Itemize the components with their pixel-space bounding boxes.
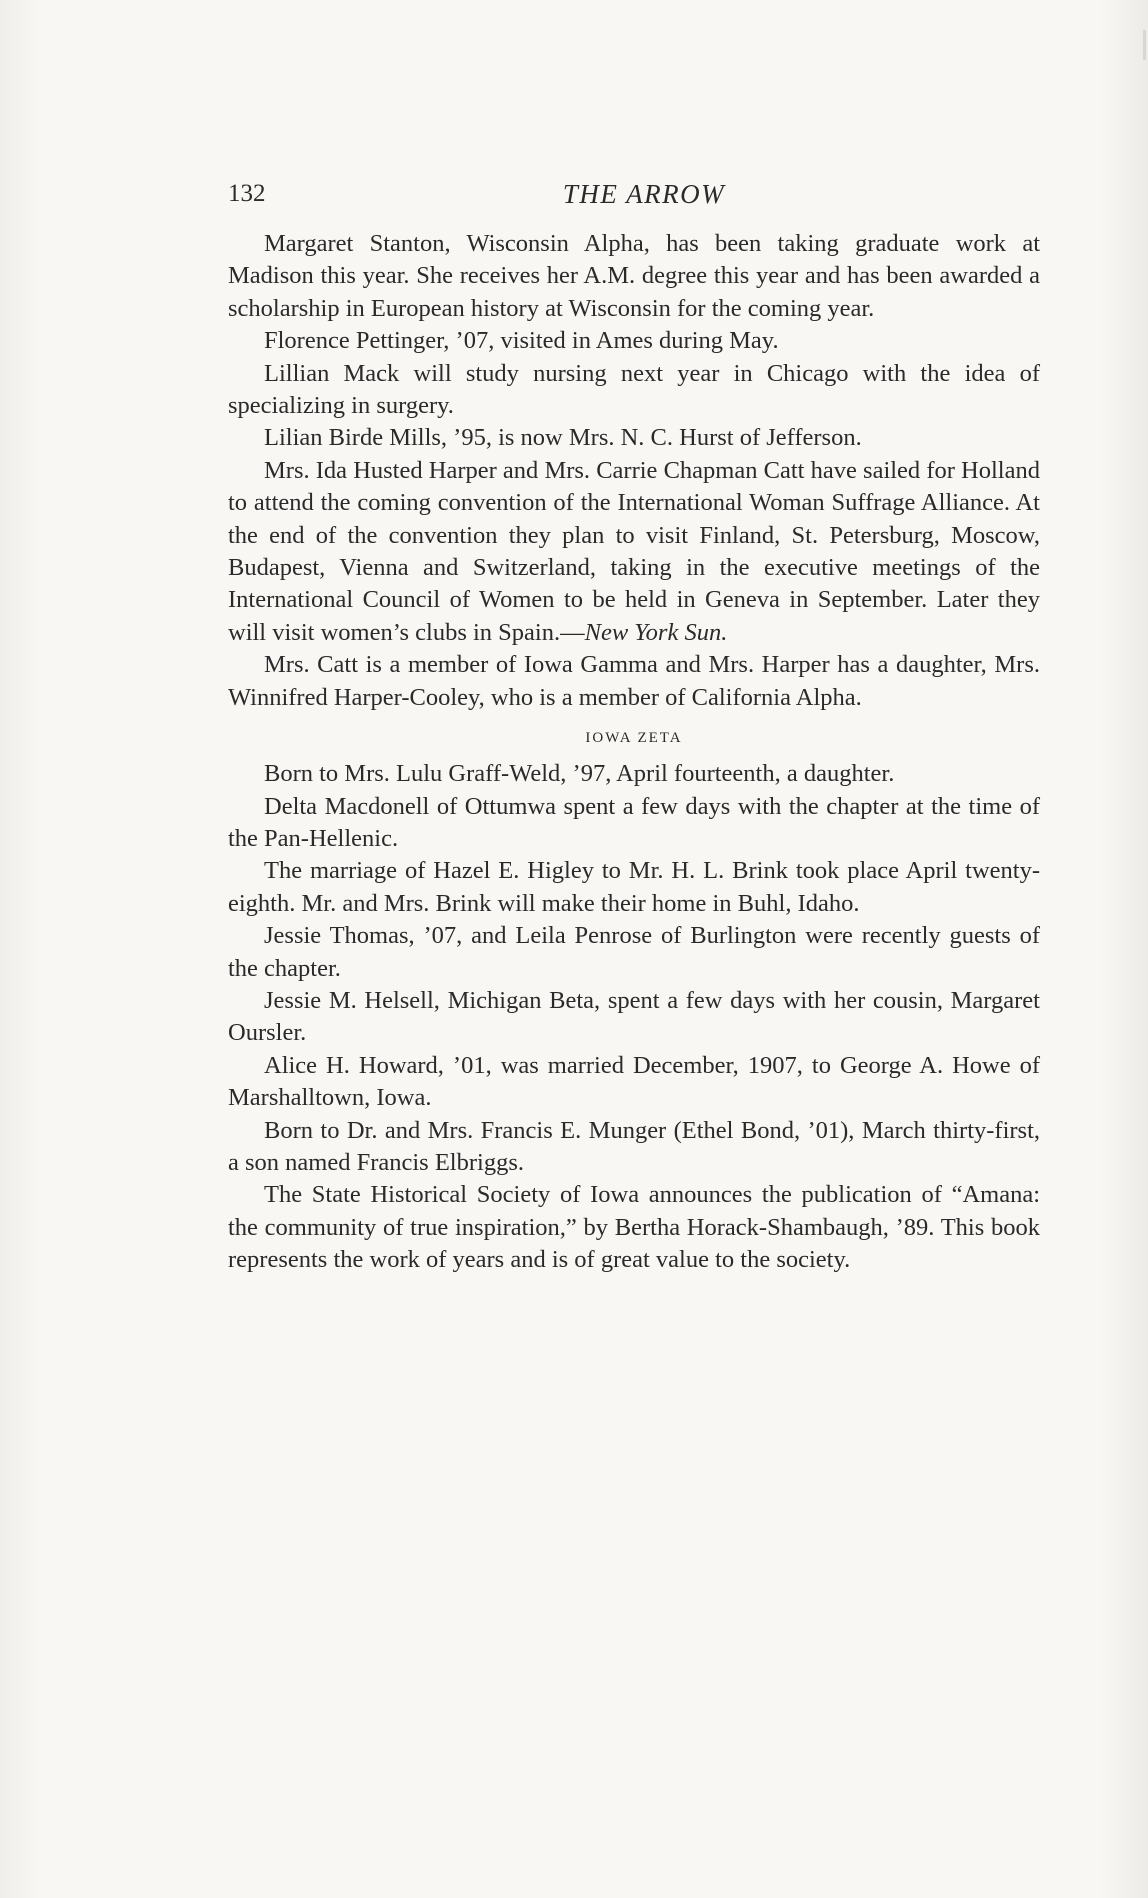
paragraph-graff-weld: Born to Mrs. Lulu Graff-Weld, ’97, April fourteenth, a daughter.	[264, 760, 895, 788]
page-number: 132	[228, 180, 266, 207]
paragraph-munger: Born to Dr. and Mrs. Francis E. Munger (Ethel Bond, ’01), March thirty-first, a son named Francis Elbriggs.	[228, 1116, 1040, 1176]
section-heading: IOWA ZETA	[585, 730, 683, 747]
page-header	[228, 178, 1040, 216]
paragraph-harper-catt	[228, 455, 1040, 649]
quote-source: New York Sun.	[584, 618, 728, 646]
paragraph-pettinger: Florence Pettinger, ’07, visited in Ames during May.	[264, 327, 779, 355]
paragraph-macdonell: Delta Macdonell of Ottumwa spent a few days with the chapter at the time of the Pan-Hellenic.	[228, 792, 1040, 852]
paragraph-thomas: Jessie Thomas, ’07, and Leila Penrose of Burlington were recently guests of the chapter.	[228, 922, 1040, 982]
paragraph-mills: Lilian Birde Mills, ’95, is now Mrs. N. C. Hurst of Jefferson.	[264, 424, 862, 452]
scan-edge-mark	[1143, 30, 1146, 60]
paragraph-historical-society: The State Historical Society of Iowa announces the publication of “Amana: the community of true inspiration,” by Bertha Horack-Shambaugh, ’89. This book represents the work of years and is of great value to the society.	[228, 1181, 1040, 1274]
paragraph-helsell: Jessie M. Helsell, Michigan Beta, spent a few days with her cousin, Margaret Oursler.	[228, 986, 1040, 1047]
text-block	[228, 178, 1040, 1277]
quote-text: Mrs. Ida Husted Harper and Mrs. Carrie Chapman Catt have sailed for Holland to attend the coming convention of the International Woman Suffrage Alliance. At the end of the convention they plan to visit Finland, St. Petersburg, Moscow, Budapest, Vienna and Switzerland, taking in the executive meetings of the International Council of Women to be held in Geneva in September. Later they will visit women’s clubs in Spain.—	[228, 456, 1040, 646]
paragraph-stanton: Margaret Stanton, Wisconsin Alpha, has been taking graduate work at Madison this year. She receives her A.M. degree this year and has been awarded a scholarship in European history at Wisconsin for the coming year.	[228, 230, 1040, 322]
paragraph-higley: The marriage of Hazel E. Higley to Mr. H. L. Brink took place April twenty-eighth. Mr. and Mrs. Brink will make their home in Buhl, Idaho.	[228, 857, 1040, 917]
paragraph-mack: Lillian Mack will study nursing next year in Chicago with the idea of specializing in surgery.	[228, 359, 1040, 420]
running-title: THE ARROW	[562, 179, 726, 209]
paragraph-howard: Alice H. Howard, ’01, was married December, 1907, to George A. Howe of Marshalltown, Iowa.	[228, 1051, 1040, 1112]
paragraph-catt-member: Mrs. Catt is a member of Iowa Gamma and Mrs. Harper has a daughter, Mrs. Winnifred Harper-Cooley, who is a member of California Alpha.	[228, 651, 1040, 711]
